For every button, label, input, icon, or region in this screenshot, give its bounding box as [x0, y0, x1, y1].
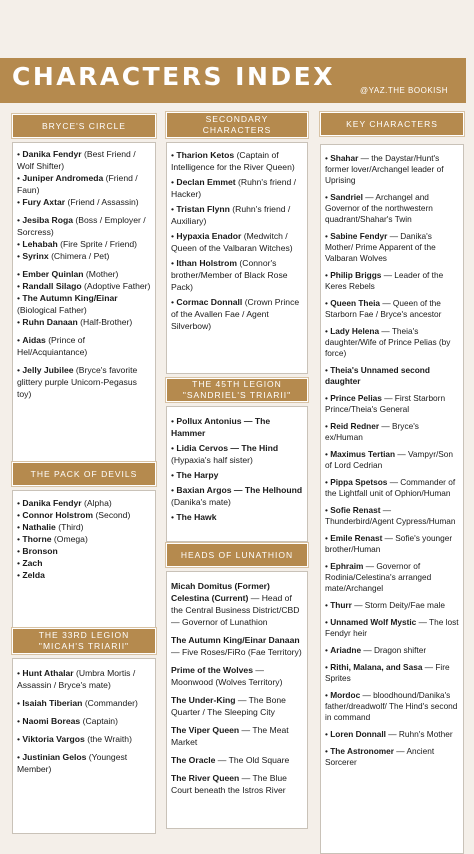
- page-title: CHARACTERS INDEX: [12, 62, 335, 91]
- list-item: • Mordoc — bloodhound/Danika's father/dreadwolf/ The Hind's second in command: [325, 690, 458, 722]
- 33rd-legion-list: [12, 658, 156, 834]
- list-item: • Connor Holstrom (Second): [17, 510, 131, 520]
- list-item: • Queen Theia — Queen of the Starborn Fae / Bryce's ancestor: [325, 298, 442, 319]
- list-item: Prime of the Wolves — Moonwood (Wolves Territory): [171, 665, 283, 687]
- list-item: • Randall Silago (Adoptive Father): [17, 281, 151, 291]
- list-item: • Isaiah Tiberian (Commander): [17, 698, 138, 708]
- list-item: • Thurr — Storm Deity/Fae male: [325, 600, 446, 610]
- secondary-characters-section: [166, 112, 308, 374]
- bryces-circle-list: [12, 142, 156, 464]
- list-item: • The Hawk: [171, 512, 217, 522]
- 33rd-legion-header: THE 33RD LEGION "MICAH'S TRIARII": [12, 628, 156, 654]
- list-item: • Lehabah (Fire Sprite / Friend): [17, 239, 138, 249]
- heads-of-lunathion-list: [166, 571, 308, 829]
- list-item: • Unnamed Wolf Mystic — The lost Fendyr heir: [325, 617, 459, 638]
- list-item: • Juniper Andromeda (Friend / Faun): [17, 173, 138, 195]
- list-item: • Zelda: [17, 570, 45, 580]
- pack-of-devils-section: [12, 462, 156, 628]
- 33rd-legion-section: [12, 628, 156, 834]
- list-item: The Oracle — The Old Square: [171, 755, 290, 765]
- list-item: • Reid Redner — Bryce's ex/Human: [325, 421, 419, 442]
- list-item: • Ember Quinlan (Mother): [17, 269, 119, 279]
- pack-of-devils-header: THE PACK OF DEVILS: [12, 462, 156, 486]
- list-item: • Sofie Renast — Thunderbird/Agent Cypress/Human: [325, 505, 456, 526]
- pack-of-devils-list: [12, 490, 156, 628]
- 45th-legion-header: THE 45TH LEGION "SANDRIEL'S TRIARII": [166, 378, 308, 402]
- list-item: • Philip Briggs — Leader of the Keres Rebels: [325, 270, 444, 291]
- list-item: • Hunt Athalar (Umbra Mortis / Assassin / Bryce's mate): [17, 668, 136, 690]
- list-item: • The Astronomer — Ancient Sorcerer: [325, 746, 435, 767]
- 45th-legion-list: [166, 406, 308, 542]
- list-item: • Pippa Spetsos — Commander of the Lightfall unit of Ophion/Human: [325, 477, 456, 498]
- list-item: • Tristan Flynn (Ruhn's friend / Auxiliary): [171, 204, 291, 226]
- list-item: • Prince Pelias — First Starborn Prince/Theia's General: [325, 393, 446, 414]
- list-item: • Declan Emmet (Ruhn's friend / Hacker): [171, 177, 297, 199]
- heads-of-lunathion-section: [166, 543, 308, 829]
- 45th-legion-section: [166, 378, 308, 542]
- list-item: • Fury Axtar (Friend / Assassin): [17, 197, 139, 207]
- list-item: The Autumn King/Einar Danaan — Five Roses/FiRo (Fae Territory): [171, 635, 302, 657]
- list-item: • Sandriel — Archangel and Governor of the northwestern quadrant/Shahar's Twin: [325, 192, 433, 224]
- list-item: • Viktoria Vargos (the Wraith): [17, 734, 132, 744]
- list-item: • Lady Helena — Theia's daughter/Wife of Prince Pelias (by force): [325, 326, 451, 358]
- list-item: • Rithi, Malana, and Sasa — Fire Sprites: [325, 662, 450, 683]
- author-handle: @YAZ.THE BOOKISH: [360, 86, 448, 95]
- list-item: • Theia's Unnamed second daughter: [325, 365, 430, 386]
- list-item: • Ephraim — Governor of Rodinia/Celestina's arranged mate/Archangel: [325, 561, 432, 593]
- list-item: • Ruhn Danaan (Half-Brother): [17, 317, 133, 327]
- list-item: • Hypaxia Enador (Medwitch / Queen of the Valbaran Witches): [171, 231, 293, 253]
- list-item: • Ithan Holstrom (Connor's brother/Member of Black Rose Pack): [171, 258, 288, 292]
- list-item: • Jelly Jubilee (Bryce's favorite glittery purple Unicorn-Pegasus toy): [17, 365, 138, 399]
- list-item: • Jesiba Roga (Boss / Employer / Sorcress): [17, 215, 146, 237]
- list-item: • The Harpy: [171, 470, 219, 480]
- list-item: • Cormac Donnall (Crown Prince of the Avallen Fae / Agent Silverbow): [171, 297, 300, 331]
- key-characters-section: [320, 112, 464, 854]
- list-item: • Emile Renast — Sofie's younger brother/Human: [325, 533, 453, 554]
- list-item: • Shahar — the Daystar/Hunt's former lover/Archangel leader of Uprising: [325, 153, 444, 185]
- list-item: The Viper Queen — The Meat Market: [171, 725, 289, 747]
- bryces-circle-header: BRYCE'S CIRCLE: [12, 114, 156, 138]
- key-characters-header: KEY CHARACTERS: [320, 112, 464, 136]
- list-item: • Baxian Argos — The Helhound (Danika's mate): [171, 485, 303, 507]
- list-item: • Naomi Boreas (Captain): [17, 716, 118, 726]
- list-item: • Zach: [17, 558, 43, 568]
- list-item: • Danika Fendyr (Alpha): [17, 498, 112, 508]
- list-item: • Sabine Fendyr — Danika's Mother/ Prime Apparent of the Valbaran Wolves: [325, 231, 436, 263]
- list-item: • Aidas (Prince of Hel/Acquiantance): [17, 335, 88, 357]
- list-item: • Lidia Cervos — The Hind (Hypaxia's half sister): [171, 443, 279, 465]
- list-item: • Danika Fendyr (Best Friend / Wolf Shifter): [17, 149, 136, 171]
- list-item: • Thorne (Omega): [17, 534, 88, 544]
- secondary-characters-header: SECONDARY CHARACTERS: [166, 112, 308, 138]
- list-item: • Loren Donnall — Ruhn's Mother: [325, 729, 453, 739]
- list-item: • Ariadne — Dragon shifter: [325, 645, 427, 655]
- key-characters-list: [320, 144, 464, 854]
- list-item: Micah Domitus (Former) Celestina (Current) — Head of the Central Business District/CBD — Governor of Lunathion: [171, 581, 300, 627]
- heads-of-lunathion-header: HEADS OF LUNATHION: [166, 543, 308, 567]
- list-item: • Syrinx (Chimera / Pet): [17, 251, 110, 261]
- list-item: • Justinian Gelos (Youngest Member): [17, 752, 128, 774]
- list-item: • Maximus Tertian — Vampyr/Son of Lord Cedrian: [325, 449, 454, 470]
- title-banner: [0, 58, 466, 103]
- list-item: • Tharion Ketos (Captain of Intelligence for the River Queen): [171, 150, 295, 172]
- list-item: The River Queen — The Blue Court beneath the Istros River: [171, 773, 287, 795]
- list-item: • Pollux Antonius — The Hammer: [171, 416, 271, 438]
- list-item: The Under-King — The Bone Quarter / The Sleeping City: [171, 695, 286, 717]
- bryces-circle-section: [12, 114, 156, 464]
- list-item: • The Autumn King/Einar (Biological Father): [17, 293, 118, 315]
- list-item: • Nathalie (Third): [17, 522, 84, 532]
- secondary-characters-list: [166, 142, 308, 374]
- list-item: • Bronson: [17, 546, 58, 556]
